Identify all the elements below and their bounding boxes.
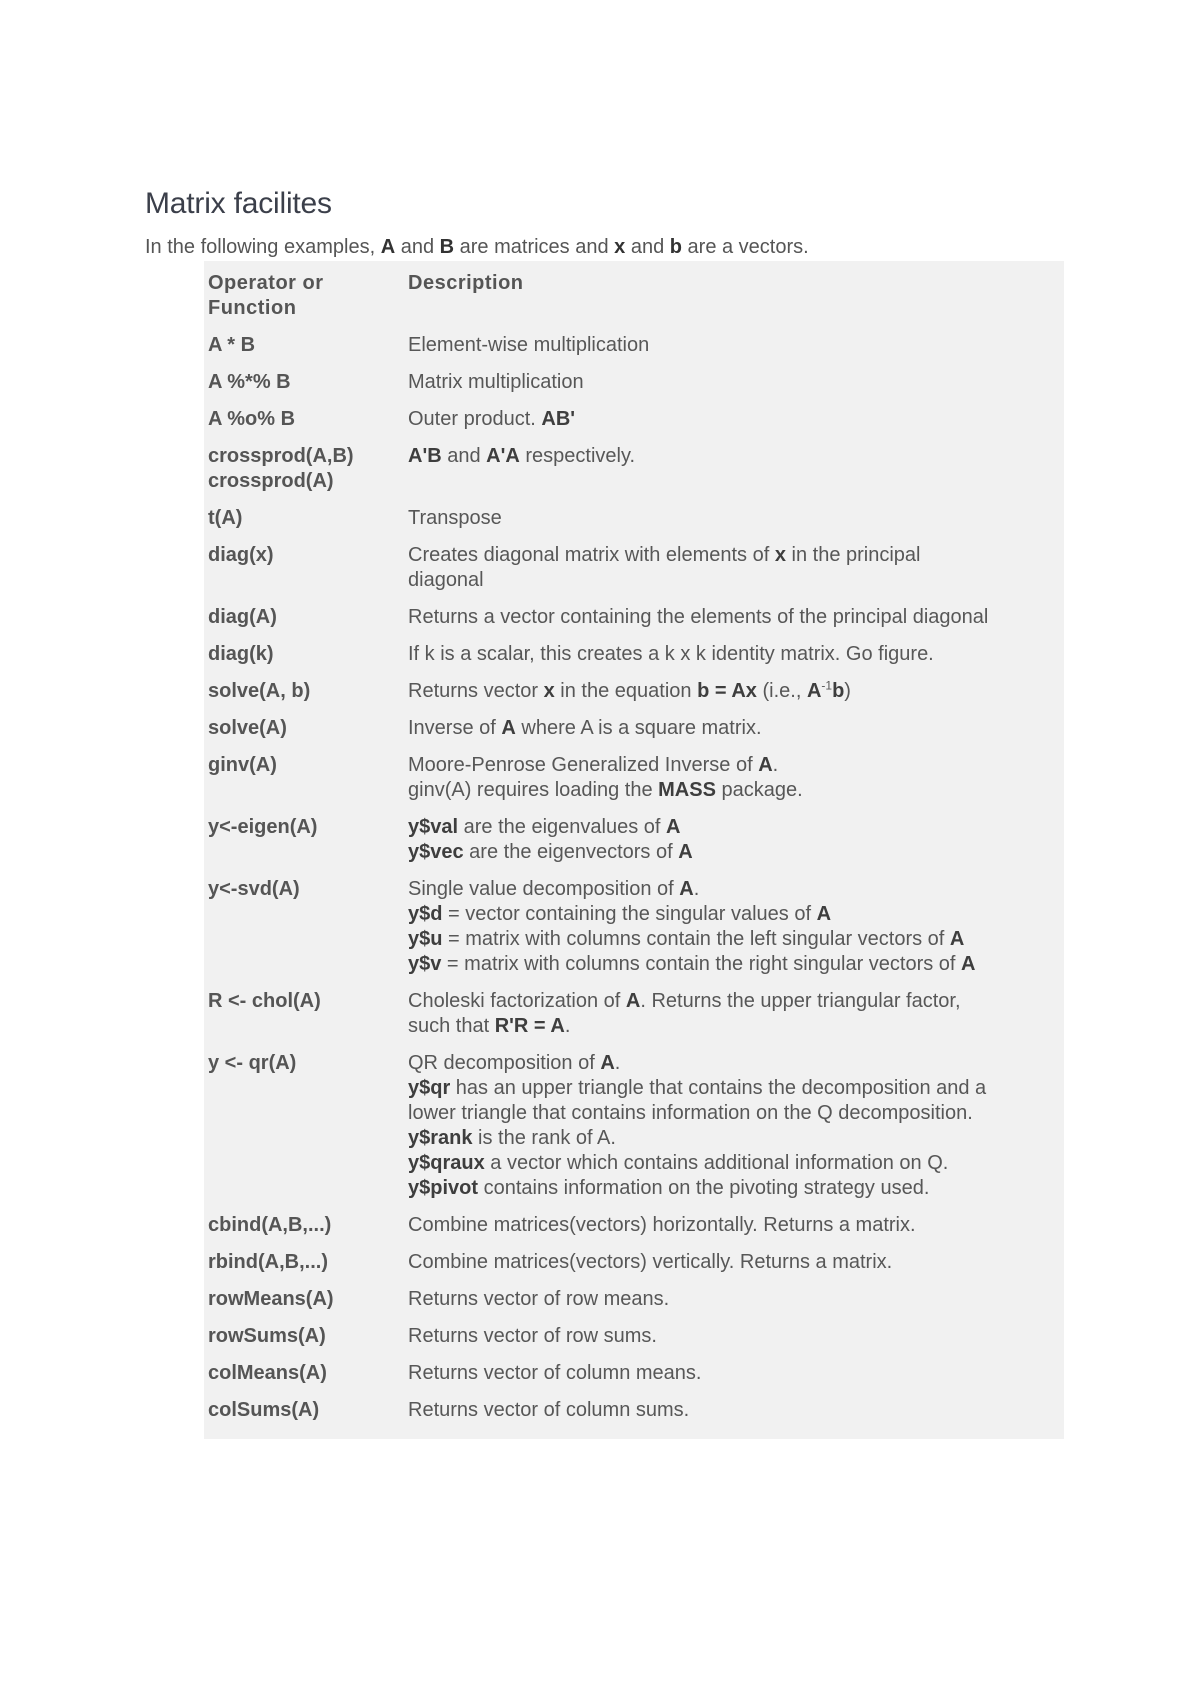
- text-run: QR decomposition of: [408, 1052, 601, 1074]
- bold-text: b: [832, 680, 845, 702]
- operator-cell: [204, 1047, 404, 1209]
- description-line: [408, 716, 1060, 741]
- description-line: [408, 444, 1060, 469]
- text-run: where A is a square matrix.: [515, 717, 762, 739]
- bold-text: A: [806, 680, 822, 702]
- table-row: [204, 638, 1064, 675]
- bold-text: A'A: [486, 445, 520, 467]
- bold-text: y$v: [408, 953, 442, 975]
- table-row: [204, 1047, 1064, 1209]
- description-cell: [404, 1394, 1064, 1431]
- text-run: ginv(A) requires loading the: [408, 779, 659, 801]
- text-run: a vector which contains additional information on Q.: [484, 1152, 949, 1174]
- operator-cell: [204, 366, 404, 403]
- text-run: package.: [715, 779, 803, 801]
- text-run: . Returns the upper triangular factor,: [640, 990, 961, 1012]
- table-row: [204, 1320, 1064, 1357]
- bold-text: x: [774, 544, 786, 566]
- text-run: .: [564, 1015, 571, 1037]
- description-cell: [404, 985, 1064, 1047]
- operator-text: rbind(A,B,...): [208, 1251, 328, 1273]
- table-row: [204, 873, 1064, 985]
- bold-text: A: [816, 903, 832, 925]
- bold-text: MASS: [658, 779, 716, 801]
- table-body: [204, 329, 1064, 1431]
- bold-text: y$qraux: [408, 1152, 485, 1174]
- operator-cell: [204, 601, 404, 638]
- operator-text: rowSums(A): [208, 1325, 326, 1347]
- operator-cell: [204, 1394, 404, 1431]
- description-line: [408, 333, 1060, 358]
- description-line: [408, 642, 1060, 667]
- bold-text: A: [501, 717, 516, 739]
- table-row: [204, 1283, 1064, 1320]
- table-row: [204, 1246, 1064, 1283]
- description-line: [408, 815, 1060, 840]
- table-row: [204, 366, 1064, 403]
- description-cell: [404, 811, 1064, 873]
- table-row: [204, 675, 1064, 712]
- table-row: [204, 329, 1064, 366]
- description-cell: [404, 1283, 1064, 1320]
- operator-text: A %*% B: [208, 371, 291, 393]
- text-run: diagonal: [408, 569, 484, 591]
- bold-text: R'R = A: [494, 1015, 565, 1037]
- text-run: Returns a vector containing the elements of the principal diagonal: [408, 606, 989, 628]
- text-run: Choleski factorization of: [408, 990, 626, 1012]
- operator-text: rowMeans(A): [208, 1288, 334, 1310]
- bold-text: y$d: [408, 903, 443, 925]
- text-run: Returns vector of row means.: [408, 1288, 670, 1310]
- table-row: [204, 502, 1064, 539]
- text-run: and: [395, 236, 440, 258]
- text-run: are a vectors.: [681, 236, 809, 258]
- operator-cell: [204, 1357, 404, 1394]
- text-run: Matrix multiplication: [408, 371, 584, 393]
- header-operator: [204, 267, 404, 329]
- operator-cell: [204, 539, 404, 601]
- bold-text: A: [600, 1052, 615, 1074]
- description-cell: [404, 1047, 1064, 1209]
- operator-text: crossprod(A): [208, 470, 334, 492]
- description-line: [408, 1151, 1060, 1176]
- description-line: [408, 1051, 1060, 1076]
- operator-text: y<-eigen(A): [208, 816, 318, 838]
- description-line: [408, 753, 1060, 778]
- header-operator-line: Operator or: [208, 272, 324, 294]
- description-cell: [404, 873, 1064, 985]
- operator-text: cbind(A,B,...): [208, 1214, 332, 1236]
- bold-text: B: [439, 236, 455, 258]
- operator-cell: [204, 873, 404, 985]
- bold-text: b: [669, 236, 682, 258]
- description-line: [408, 370, 1060, 395]
- text-run: In the following examples,: [145, 236, 381, 258]
- description-line: [408, 877, 1060, 902]
- description-line: [408, 989, 1060, 1014]
- operator-text: diag(x): [208, 544, 274, 566]
- text-run: is the rank of A.: [472, 1127, 616, 1149]
- description-line: [408, 778, 1060, 803]
- table-row: [204, 539, 1064, 601]
- text-run: in the principal: [785, 544, 921, 566]
- description-cell: [404, 366, 1064, 403]
- header-description: Description: [408, 272, 524, 294]
- description-cell: [404, 1209, 1064, 1246]
- superscript-text: -1: [821, 678, 833, 693]
- operator-cell: [204, 403, 404, 440]
- bold-text: A: [678, 841, 693, 863]
- description-cell: [404, 712, 1064, 749]
- description-cell: [404, 403, 1064, 440]
- description-line: [408, 407, 1060, 432]
- description-line: [408, 1076, 1060, 1101]
- description-cell: [404, 1246, 1064, 1283]
- table-row: [204, 1209, 1064, 1246]
- operator-text: t(A): [208, 507, 243, 529]
- text-run: = vector containing the singular values of: [442, 903, 817, 925]
- text-run: .: [772, 754, 779, 776]
- operator-cell: [204, 749, 404, 811]
- operator-text: crossprod(A,B): [208, 445, 354, 467]
- text-run: Returns vector of row sums.: [408, 1325, 657, 1347]
- text-run: = matrix with columns contain the left singular vectors of: [442, 928, 950, 950]
- table-row: [204, 712, 1064, 749]
- text-run: Returns vector: [408, 680, 544, 702]
- bold-text: A'B: [408, 445, 442, 467]
- description-cell: [404, 539, 1064, 601]
- operator-cell: [204, 638, 404, 675]
- operator-text: diag(A): [208, 606, 277, 628]
- text-run: Creates diagonal matrix with elements of: [408, 544, 775, 566]
- text-run: Outer product.: [408, 408, 542, 430]
- description-cell: [404, 440, 1064, 502]
- description-line: [408, 506, 1060, 531]
- table-row: [204, 1394, 1064, 1431]
- operator-text: colSums(A): [208, 1399, 320, 1421]
- operator-cell: [204, 985, 404, 1047]
- bold-text: y$rank: [408, 1127, 473, 1149]
- operator-text: diag(k): [208, 643, 274, 665]
- text-run: such that: [408, 1015, 495, 1037]
- description-line: [408, 1101, 1060, 1126]
- bold-text: y$vec: [408, 841, 464, 863]
- text-run: has an upper triangle that contains the decomposition and a: [450, 1077, 987, 1099]
- operator-text: colMeans(A): [208, 1362, 327, 1384]
- matrix-functions-table: [204, 267, 1064, 1431]
- description-cell: [404, 502, 1064, 539]
- table-row: [204, 985, 1064, 1047]
- description-line: [408, 1176, 1060, 1201]
- table-row: [204, 403, 1064, 440]
- operator-text: ginv(A): [208, 754, 277, 776]
- operator-text: y<-svd(A): [208, 878, 300, 900]
- text-run: are the eigenvalues of: [458, 816, 666, 838]
- text-run: .: [614, 1052, 621, 1074]
- text-run: Combine matrices(vectors) horizontally. Returns a matrix.: [408, 1214, 916, 1236]
- description-cell: [404, 1320, 1064, 1357]
- bold-text: y$qr: [408, 1077, 451, 1099]
- text-run: and: [625, 236, 670, 258]
- description-line: [408, 1398, 1060, 1423]
- bold-text: y$u: [408, 928, 443, 950]
- header-operator-line: Function: [208, 297, 297, 319]
- text-run: Returns vector of column means.: [408, 1362, 702, 1384]
- text-run: (i.e.,: [756, 680, 807, 702]
- description-line: [408, 1126, 1060, 1151]
- text-run: Transpose: [408, 507, 502, 529]
- operator-text: solve(A): [208, 717, 287, 739]
- bold-text: A: [949, 928, 965, 950]
- text-run: are matrices and: [454, 236, 615, 258]
- description-line: [408, 679, 1060, 704]
- operator-text: A %o% B: [208, 408, 296, 430]
- text-run: Combine matrices(vectors) vertically. Returns a matrix.: [408, 1251, 893, 1273]
- text-run: = matrix with columns contain the right singular vectors of: [441, 953, 962, 975]
- description-line: [408, 543, 1060, 568]
- bold-text: b = Ax: [697, 680, 757, 702]
- operator-text: A * B: [208, 334, 256, 356]
- description-line: [408, 1014, 1060, 1039]
- text-run: Returns vector of column sums.: [408, 1399, 690, 1421]
- operator-cell: [204, 1209, 404, 1246]
- text-run: .: [693, 878, 700, 900]
- bold-text: AB': [541, 408, 576, 430]
- description-cell: [404, 749, 1064, 811]
- operator-cell: [204, 502, 404, 539]
- page-title: Matrix facilites: [145, 187, 332, 220]
- operator-text: y <- qr(A): [208, 1052, 297, 1074]
- text-run: are the eigenvectors of: [463, 841, 679, 863]
- description-line: [408, 1250, 1060, 1275]
- description-line: [408, 840, 1060, 865]
- text-run: Inverse of: [408, 717, 502, 739]
- operator-cell: [204, 675, 404, 712]
- bold-text: A: [625, 990, 641, 1012]
- description-line: [408, 1324, 1060, 1349]
- operator-text: R <- chol(A): [208, 990, 321, 1012]
- bold-text: A: [665, 816, 681, 838]
- text-run: in the equation: [554, 680, 698, 702]
- text-run: Single value decomposition of: [408, 878, 680, 900]
- description-line: [408, 605, 1060, 630]
- description-cell: [404, 675, 1064, 712]
- operator-text: solve(A, b): [208, 680, 311, 702]
- description-line: [408, 1361, 1060, 1386]
- description-line: [408, 1213, 1060, 1238]
- text-run: Element-wise multiplication: [408, 334, 650, 356]
- bold-text: A: [679, 878, 694, 900]
- text-run: Moore-Penrose Generalized Inverse of: [408, 754, 759, 776]
- description-cell: [404, 638, 1064, 675]
- description-cell: [404, 329, 1064, 366]
- description-line: [408, 952, 1060, 977]
- table-row: [204, 601, 1064, 638]
- text-run: and: [441, 445, 487, 467]
- intro-paragraph: [145, 236, 809, 259]
- description-line: [408, 1287, 1060, 1312]
- bold-text: y$pivot: [408, 1177, 479, 1199]
- text-run: If k is a scalar, this creates a k x k identity matrix. Go figure.: [408, 643, 934, 665]
- table-row: [204, 440, 1064, 502]
- description-cell: [404, 1357, 1064, 1394]
- bold-text: x: [543, 680, 555, 702]
- table-row: [204, 811, 1064, 873]
- text-run: ): [844, 680, 851, 702]
- operator-cell: [204, 440, 404, 502]
- operator-cell: [204, 712, 404, 749]
- description-line: [408, 568, 1060, 593]
- table-row: [204, 749, 1064, 811]
- operator-cell: [204, 1283, 404, 1320]
- operator-cell: [204, 811, 404, 873]
- bold-text: A: [380, 236, 396, 258]
- bold-text: y$val: [408, 816, 459, 838]
- bold-text: A: [961, 953, 976, 975]
- table-header-row: [204, 267, 1064, 329]
- description-line: [408, 902, 1060, 927]
- text-run: lower triangle that contains information on the Q decomposition.: [408, 1102, 973, 1124]
- operator-cell: [204, 1246, 404, 1283]
- matrix-table-container: [204, 261, 1064, 1439]
- table-row: [204, 1357, 1064, 1394]
- bold-text: x: [614, 236, 626, 258]
- text-run: respectively.: [519, 445, 636, 467]
- description-line: [408, 927, 1060, 952]
- description-cell: [404, 601, 1064, 638]
- text-run: contains information on the pivoting strategy used.: [478, 1177, 930, 1199]
- operator-cell: [204, 329, 404, 366]
- bold-text: A: [758, 754, 773, 776]
- operator-cell: [204, 1320, 404, 1357]
